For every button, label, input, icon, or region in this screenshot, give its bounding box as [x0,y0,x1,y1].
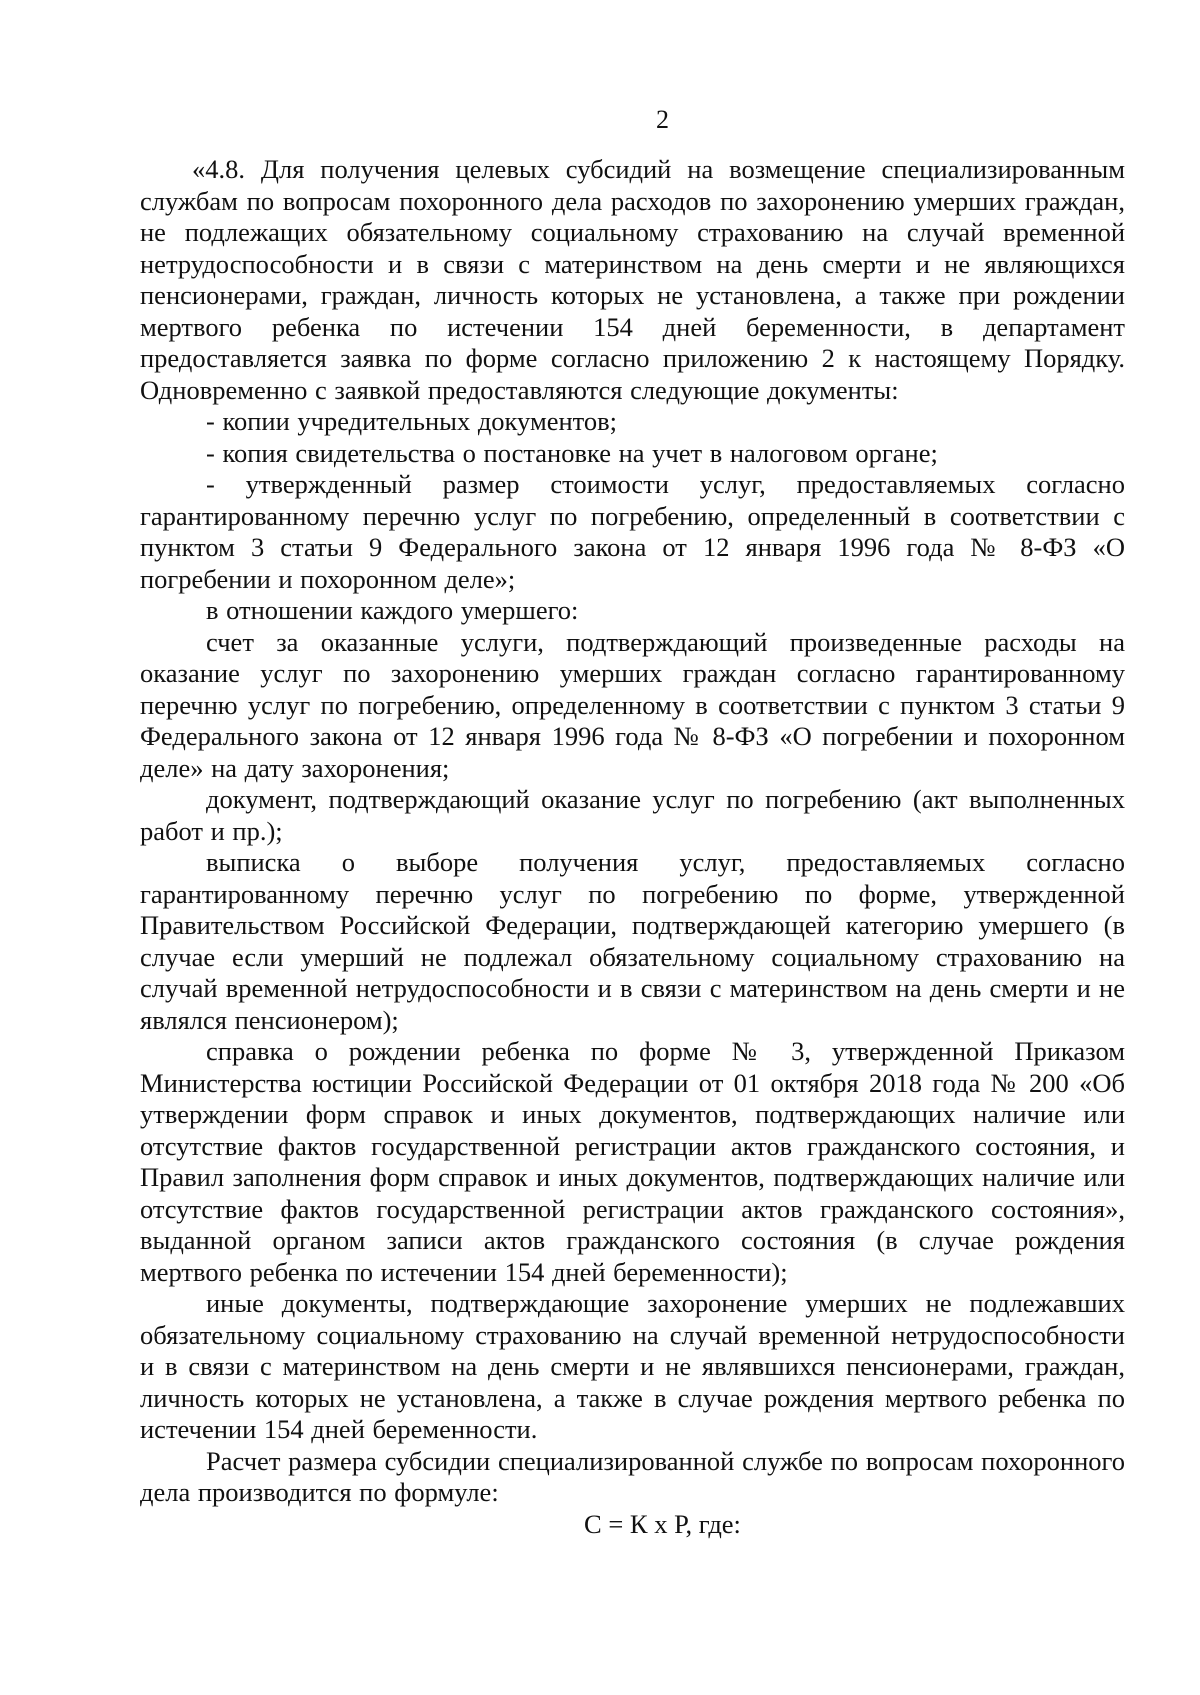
list-item-tax-registration: - копия свидетельства о постановке на учет в налоговом органе; [206,437,938,468]
list-item-approved-cost: - утвержденный размер стоимости услуг, предоставляемых согласно гарантированному перечню услуг по погребению, определенный в соответствии с пунктом 3 статьи 9 Федерального закона от 12 января 1996 года № 8-ФЗ «О погребении и похоронном деле»; [140,469,1125,594]
paragraph-other-documents: иные документы, подтверждающие захоронение умерших не подлежавших обязательному социальному страхованию на случай временной нетрудоспособности и в связи с материнством на день смерти и не являвшихся пенсионерами, граждан, личность которых не установлена, а также в случае рождения мертвого ребенка по истечении 154 дней беременности. [140,1288,1125,1444]
formula: С = К х Р, где: [584,1508,741,1539]
document-page [140,100,1125,1540]
paragraph-subsidy-intro: «4.8. Для получения целевых субсидий на возмещение специализированным службам по вопросам похоронного дела расходов по захоронению умерших граждан, не подлежащих обязательному социальному страхованию на случай временной нетрудоспособности и в связи с материнством на день смерти и не являющихся пенсионерами, граждан, личность которых не установлена, а также при рождении мертвого ребенка по истечении 154 дней беременности, в департамент предоставляется заявка по форме согласно приложению 2 к настоящему Порядку. Одновременно с заявкой предоставляются следующие документы: [140,154,1125,405]
paragraph-birth-certificate: справка о рождении ребенка по форме № 3, утвержденной Приказом Министерства юстиции Российской Федерации от 01 октября 2018 года № 200 «Об утверждении форм справок и иных документов, подтверждающих наличие или отсутствие фактов государственной регистрации актов гражданского состояния, и Правил заполнения форм справок и иных документов, подтверждающих наличие или отсутствие фактов государственной регистрации актов гражданского состояния», выданной органом записи актов гражданского состояния (в случае рождения мертвого ребенка по истечении 154 дней беременности); [140,1036,1125,1287]
paragraph-calculation: Расчет размера субсидии специализированной службе по вопросам похоронного дела производится по формуле: [140,1445,1125,1507]
paragraph-invoice: счет за оказанные услуги, подтверждающий произведенные расходы на оказание услуг по захоронению умерших граждан согласно гарантированному перечню услуг по погребению, определенному в соответствии с пунктом 3 статьи 9 Федерального закона от 12 января 1996 года № 8-ФЗ «О погребении и похоронном деле» на дату захоронения; [140,626,1125,783]
paragraph-service-document: документ, подтверждающий оказание услуг по погребению (акт выполненных работ и пр.); [140,784,1125,846]
paragraph-each-deceased: в отношении каждого умершего: [206,595,579,625]
list-item-founding-documents: - копии учредительных документов; [206,406,618,436]
paragraph-extract: выписка о выборе получения услуг, предоставляемых согласно гарантированному перечню услуг по погребению по форме, утвержденной Правительством Российской Федерации, подтверждающей категорию умершего (в случае если умерший не подлежал обязательному социальному страхованию на случай временной нетрудоспособности и в связи с материнством на день смерти и не являлся пенсионером); [140,847,1125,1035]
page-number: 2 [656,105,669,134]
